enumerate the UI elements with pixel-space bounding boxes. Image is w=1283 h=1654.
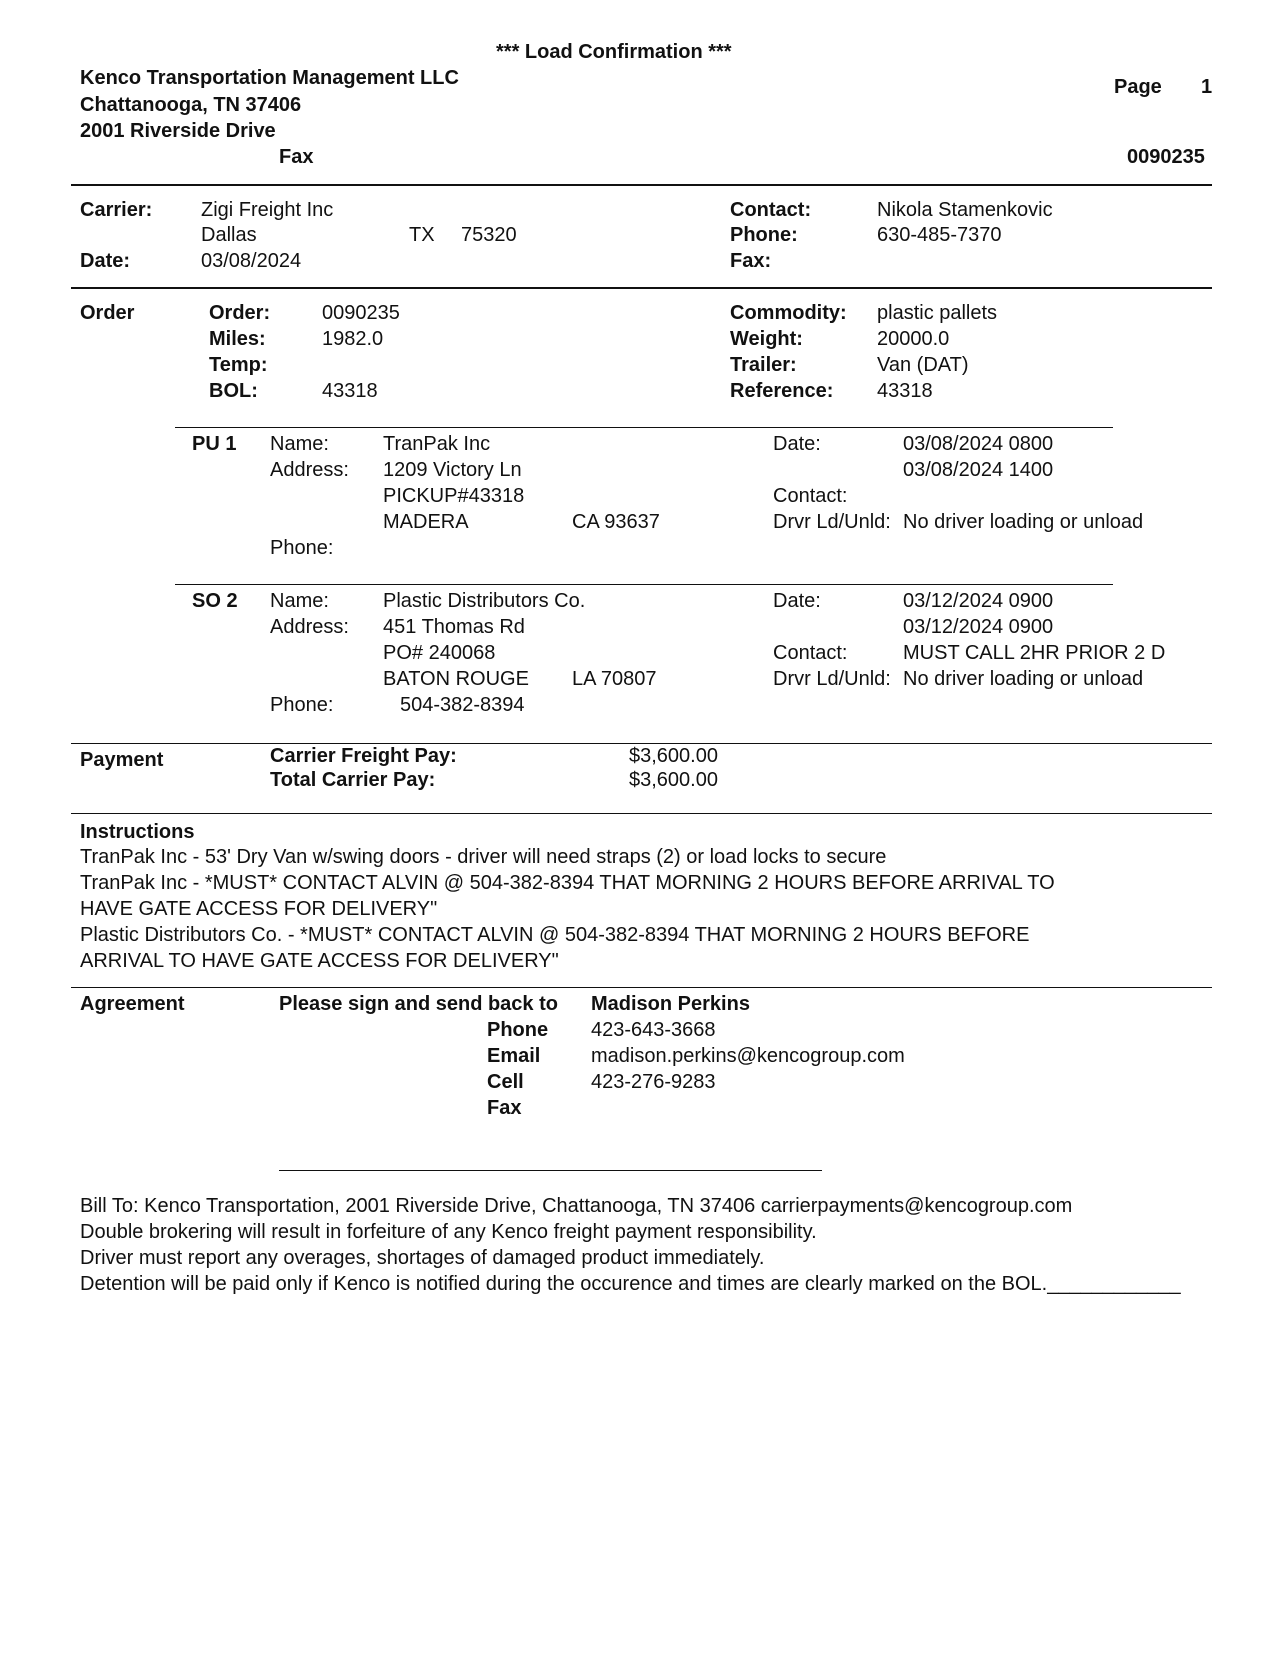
divider: [71, 287, 1212, 289]
agreement-section-label: Agreement: [80, 993, 185, 1015]
agreement-phone-label: Phone: [487, 1019, 549, 1041]
stop-phone: 504-382-8394: [400, 694, 525, 716]
bol-label: BOL:: [209, 380, 258, 402]
footer-line: Bill To: Kenco Transportation, 2001 Riverside Drive, Chattanooga, TN 37406 carrierpayments@kencogroup.com: [80, 1195, 1073, 1217]
footer-line: Driver must report any overages, shortages of damaged product immediately.: [80, 1247, 765, 1269]
stop-address-line1: 451 Thomas Rd: [383, 616, 525, 638]
freight-pay-value: $3,600.00: [629, 745, 718, 767]
stop-contact-label: Contact:: [773, 642, 848, 664]
trailer-value: Van (DAT): [877, 354, 969, 376]
stop-date-1: 03/08/2024 0800: [903, 433, 1054, 455]
stop-phone-label: Phone:: [270, 694, 334, 716]
stop-driver-label: Drvr Ld/Unld:: [773, 668, 891, 690]
stop-address-label: Address:: [270, 459, 349, 481]
agreement-cell: 423-276-9283: [591, 1071, 716, 1093]
footer-line: Double brokering will result in forfeiture of any Kenco freight payment responsibility.: [80, 1221, 817, 1243]
order-section-label: Order: [80, 302, 135, 324]
instruction-line: TranPak Inc - *MUST* CONTACT ALVIN @ 504-382-8394 THAT MORNING 2 HOURS BEFORE ARRIVAL TO: [80, 872, 1055, 894]
agreement-cell-label: Cell: [487, 1071, 524, 1093]
sign-instruction: Please sign and send back to: [279, 993, 558, 1015]
stop-address-line2: PICKUP#43318: [383, 485, 525, 507]
stop-code: PU 1: [192, 433, 237, 455]
stop-date-2: 03/08/2024 1400: [903, 459, 1054, 481]
carrier-name: Zigi Freight Inc: [201, 199, 334, 221]
stop-address-label: Address:: [270, 616, 349, 638]
commodity-label: Commodity:: [730, 302, 847, 324]
signature-line: [279, 1170, 822, 1171]
stop-phone-label: Phone:: [270, 537, 334, 559]
weight-label: Weight:: [730, 328, 803, 350]
divider: [71, 184, 1212, 186]
footer-line: Detention will be paid only if Kenco is notified during the occurence and times are clearly marked on the BOL.____________: [80, 1273, 1181, 1295]
header-order-number: 0090235: [1127, 146, 1205, 168]
instruction-line: HAVE GATE ACCESS FOR DELIVERY": [80, 898, 438, 920]
stop-contact-label: Contact:: [773, 485, 848, 507]
instruction-line: ARRIVAL TO HAVE GATE ACCESS FOR DELIVERY": [80, 950, 559, 972]
stop-driver-value: No driver loading or unload: [903, 668, 1144, 690]
stop-address-line1: 1209 Victory Ln: [383, 459, 522, 481]
divider: [71, 813, 1212, 814]
company-street: 2001 Riverside Drive: [80, 120, 276, 142]
fax-label: Fax:: [730, 250, 772, 272]
document-title: *** Load Confirmation ***: [496, 41, 732, 63]
miles-value: 1982.0: [322, 328, 384, 350]
stop-name-label: Name:: [270, 590, 329, 612]
company-fax-label: Fax: [279, 146, 314, 168]
stop-date-1: 03/12/2024 0900: [903, 590, 1054, 612]
instruction-line: TranPak Inc - 53' Dry Van w/swing doors - driver will need straps (2) or load locks to secure: [80, 846, 887, 868]
phone-label: Phone:: [730, 224, 798, 246]
stop-divider: [175, 427, 1113, 428]
stop-date-label: Date:: [773, 433, 821, 455]
stop-name: TranPak Inc: [383, 433, 491, 455]
stop-address-line2: PO# 240068: [383, 642, 496, 664]
carrier-label: Carrier:: [80, 199, 153, 221]
stop-state-zip: LA 70807: [572, 668, 657, 690]
stop-driver-value: No driver loading or unload: [903, 511, 1144, 533]
miles-label: Miles:: [209, 328, 266, 350]
date-value: 03/08/2024: [201, 250, 302, 272]
payment-section-label: Payment: [80, 749, 164, 771]
stop-divider: [175, 584, 1113, 585]
temp-label: Temp:: [209, 354, 268, 376]
agreement-email: madison.perkins@kencogroup.com: [591, 1045, 905, 1067]
carrier-zip: 75320: [461, 224, 517, 246]
total-pay-value: $3,600.00: [629, 769, 718, 791]
stop-city: BATON ROUGE: [383, 668, 529, 690]
stop-city: MADERA: [383, 511, 469, 533]
carrier-city: Dallas: [201, 224, 257, 246]
commodity-value: plastic pallets: [877, 302, 998, 324]
order-label: Order:: [209, 302, 271, 324]
company-city: Chattanooga, TN 37406: [80, 94, 302, 116]
bol-value: 43318: [322, 380, 378, 402]
stop-name: Plastic Distributors Co.: [383, 590, 586, 612]
stop-contact: MUST CALL 2HR PRIOR 2 D: [903, 642, 1166, 664]
stop-code: SO 2: [192, 590, 238, 612]
stop-name-label: Name:: [270, 433, 329, 455]
trailer-label: Trailer:: [730, 354, 797, 376]
company-name: Kenco Transportation Management LLC: [80, 67, 459, 89]
freight-pay-label: Carrier Freight Pay:: [270, 745, 457, 767]
contact-label: Contact:: [730, 199, 812, 221]
agreement-email-label: Email: [487, 1045, 541, 1067]
stop-state-zip: CA 93637: [572, 511, 660, 533]
agreement-contact-name: Madison Perkins: [591, 993, 750, 1015]
phone-value: 630-485-7370: [877, 224, 1002, 246]
contact-value: Nikola Stamenkovic: [877, 199, 1053, 221]
instructions-title: Instructions: [80, 821, 195, 843]
divider: [71, 987, 1212, 988]
date-label: Date:: [80, 250, 131, 272]
stop-date-label: Date:: [773, 590, 821, 612]
page-number: 1: [1201, 76, 1213, 98]
total-pay-label: Total Carrier Pay:: [270, 769, 436, 791]
carrier-state: TX: [409, 224, 435, 246]
page-label: Page: [1114, 76, 1162, 98]
agreement-fax-label: Fax: [487, 1097, 522, 1119]
weight-value: 20000.0: [877, 328, 950, 350]
stop-driver-label: Drvr Ld/Unld:: [773, 511, 891, 533]
reference-value: 43318: [877, 380, 933, 402]
order-value: 0090235: [322, 302, 400, 324]
reference-label: Reference:: [730, 380, 834, 402]
instruction-line: Plastic Distributors Co. - *MUST* CONTACT ALVIN @ 504-382-8394 THAT MORNING 2 HOURS BEFORE: [80, 924, 1030, 946]
stop-date-2: 03/12/2024 0900: [903, 616, 1054, 638]
agreement-phone: 423-643-3668: [591, 1019, 716, 1041]
